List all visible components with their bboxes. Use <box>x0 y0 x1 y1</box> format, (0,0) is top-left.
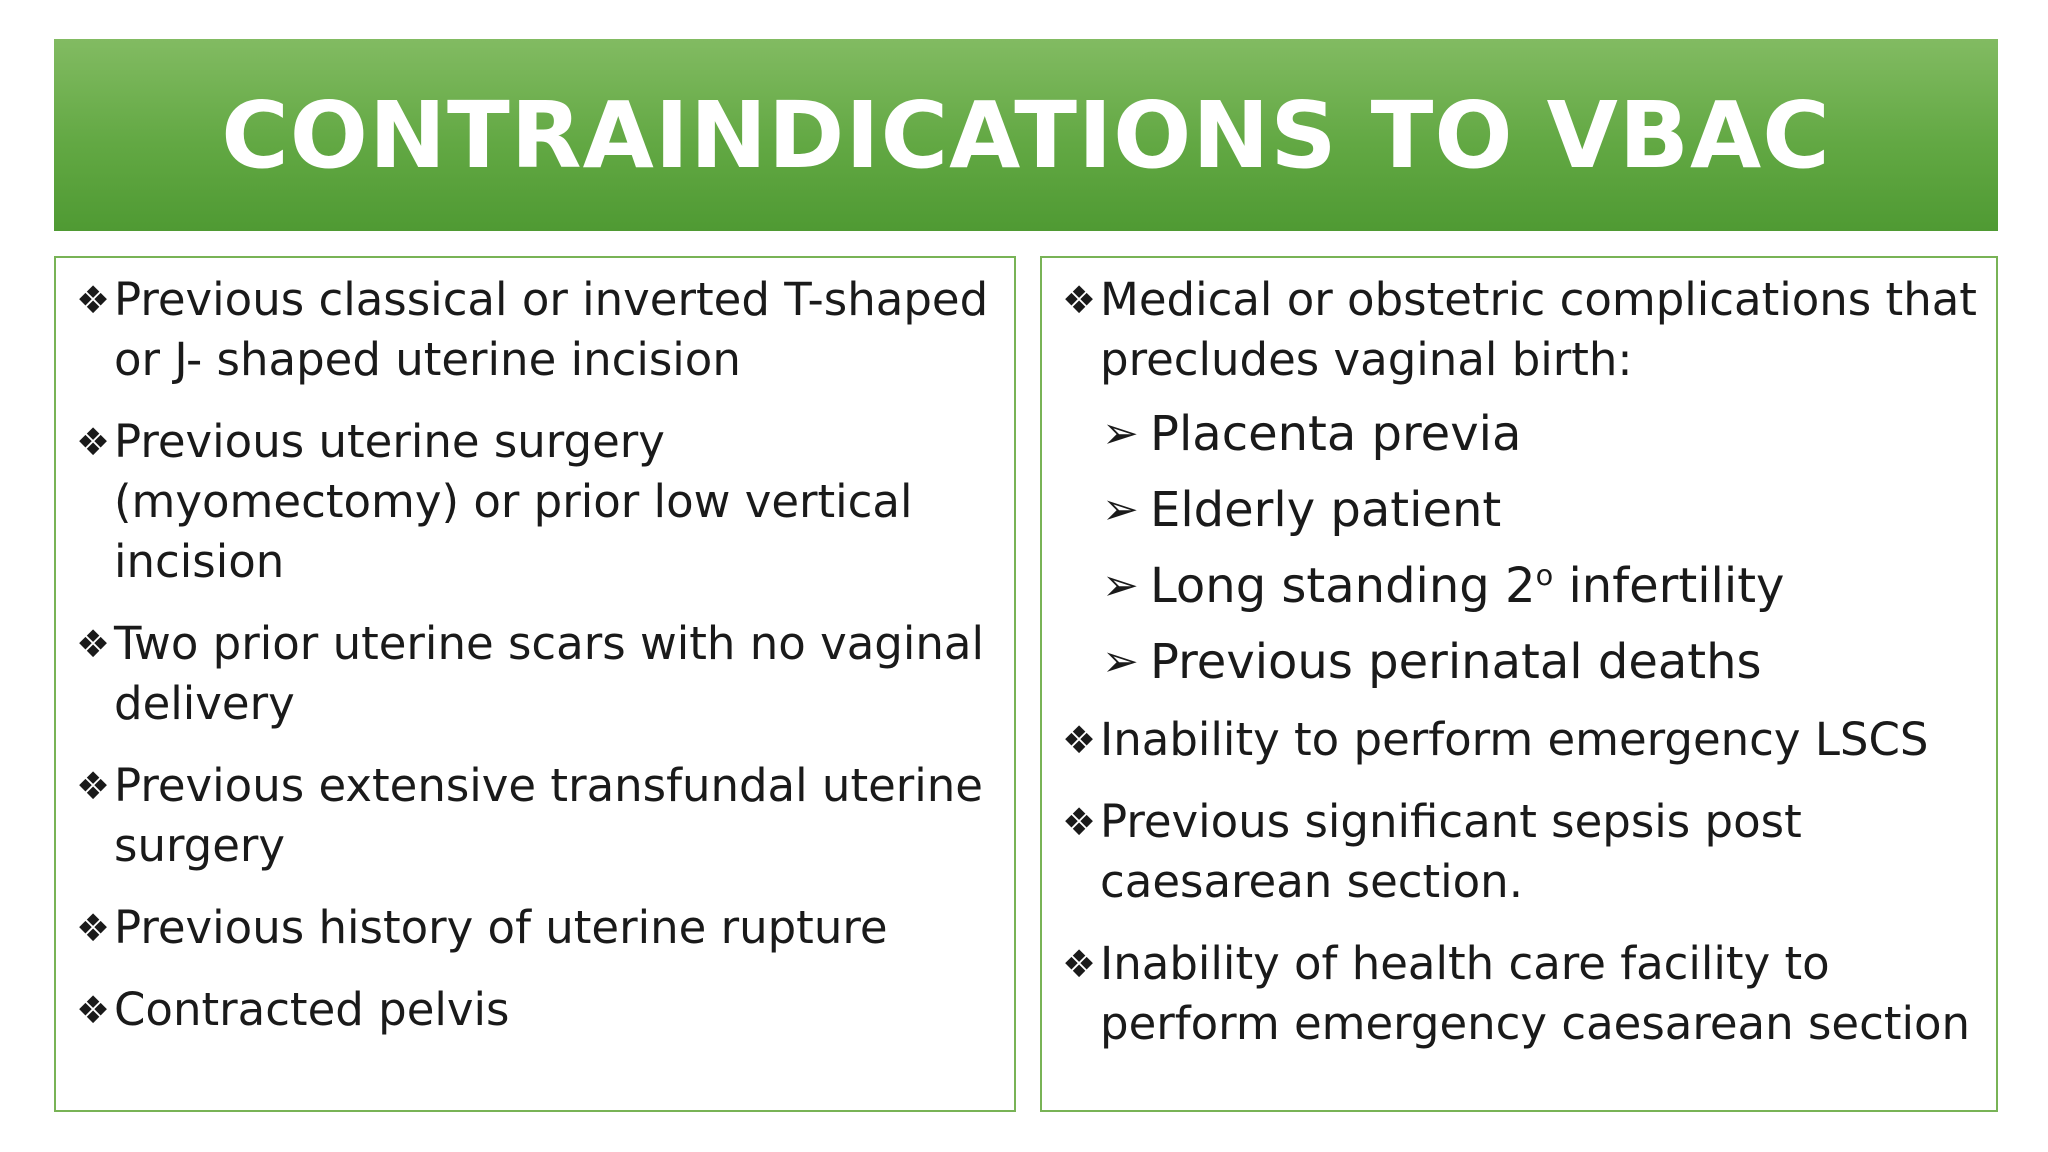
diamond-bullet-icon: ❖ <box>76 764 111 808</box>
sub-list-item <box>1062 624 1978 700</box>
title-banner <box>54 39 1998 231</box>
diamond-bullet-icon: ❖ <box>1062 800 1097 844</box>
arrow-bullet-icon: ➢ <box>1102 636 1139 687</box>
superscript: o <box>1535 558 1554 592</box>
diamond-bullet-icon: ❖ <box>76 988 111 1032</box>
diamond-bullet-icon: ❖ <box>1062 278 1097 322</box>
left-content-box <box>54 256 1016 1112</box>
list-item <box>76 898 996 958</box>
list-item <box>76 614 996 734</box>
sub-list-item <box>1062 396 1978 472</box>
arrow-bullet-icon: ➢ <box>1102 560 1139 611</box>
list-item <box>1062 270 1978 390</box>
diamond-bullet-icon: ❖ <box>76 420 111 464</box>
sub-list <box>1062 396 1978 700</box>
list-item-text: Inability of health care facility to perform emergency caesarean section <box>1100 937 1971 1050</box>
diamond-bullet-icon: ❖ <box>1062 942 1097 986</box>
arrow-bullet-icon: ➢ <box>1102 408 1139 459</box>
list-item-text: Contracted pelvis <box>114 983 510 1036</box>
sub-list-item <box>1062 472 1978 548</box>
right-content-box <box>1040 256 1998 1112</box>
arrow-bullet-icon: ➢ <box>1102 484 1139 535</box>
sub-list-item-text: Placenta previa <box>1150 406 1522 462</box>
list-item-text: Previous extensive transfundal uterine surgery <box>114 759 983 872</box>
sub-list-item-text: Elderly patient <box>1150 482 1502 538</box>
list-item <box>76 756 996 876</box>
list-item <box>76 412 996 592</box>
list-item-text: Inability to perform emergency LSCS <box>1100 713 1929 766</box>
diamond-bullet-icon: ❖ <box>76 278 111 322</box>
list-item-text: Two prior uterine scars with no vaginal delivery <box>114 617 984 730</box>
sub-list-item-text: Long standing 2$^o$ infertility <box>1150 558 1785 614</box>
list-item-text: Previous uterine surgery (myomectomy) or prior low vertical incision <box>114 415 913 588</box>
list-item <box>1062 710 1978 770</box>
diamond-bullet-icon: ❖ <box>76 622 111 666</box>
list-item-text: Medical or obstetric complications that precludes vaginal birth: <box>1100 273 1977 386</box>
list-item <box>76 980 996 1040</box>
list-item <box>1062 792 1978 912</box>
list-item-text: Previous classical or inverted T-shaped or J- shaped uterine incision <box>114 273 989 386</box>
list-item-text: Previous significant sepsis post caesarean section. <box>1100 795 1802 908</box>
slide-title: CONTRAINDICATIONS TO VBAC <box>221 81 1831 189</box>
sub-list-item-text: Previous perinatal deaths <box>1150 634 1762 690</box>
diamond-bullet-icon: ❖ <box>1062 718 1097 762</box>
list-item <box>1062 934 1978 1054</box>
diamond-bullet-icon: ❖ <box>76 906 111 950</box>
list-item-text: Previous history of uterine rupture <box>114 901 888 954</box>
sub-list-item <box>1062 548 1978 624</box>
list-item <box>76 270 996 390</box>
